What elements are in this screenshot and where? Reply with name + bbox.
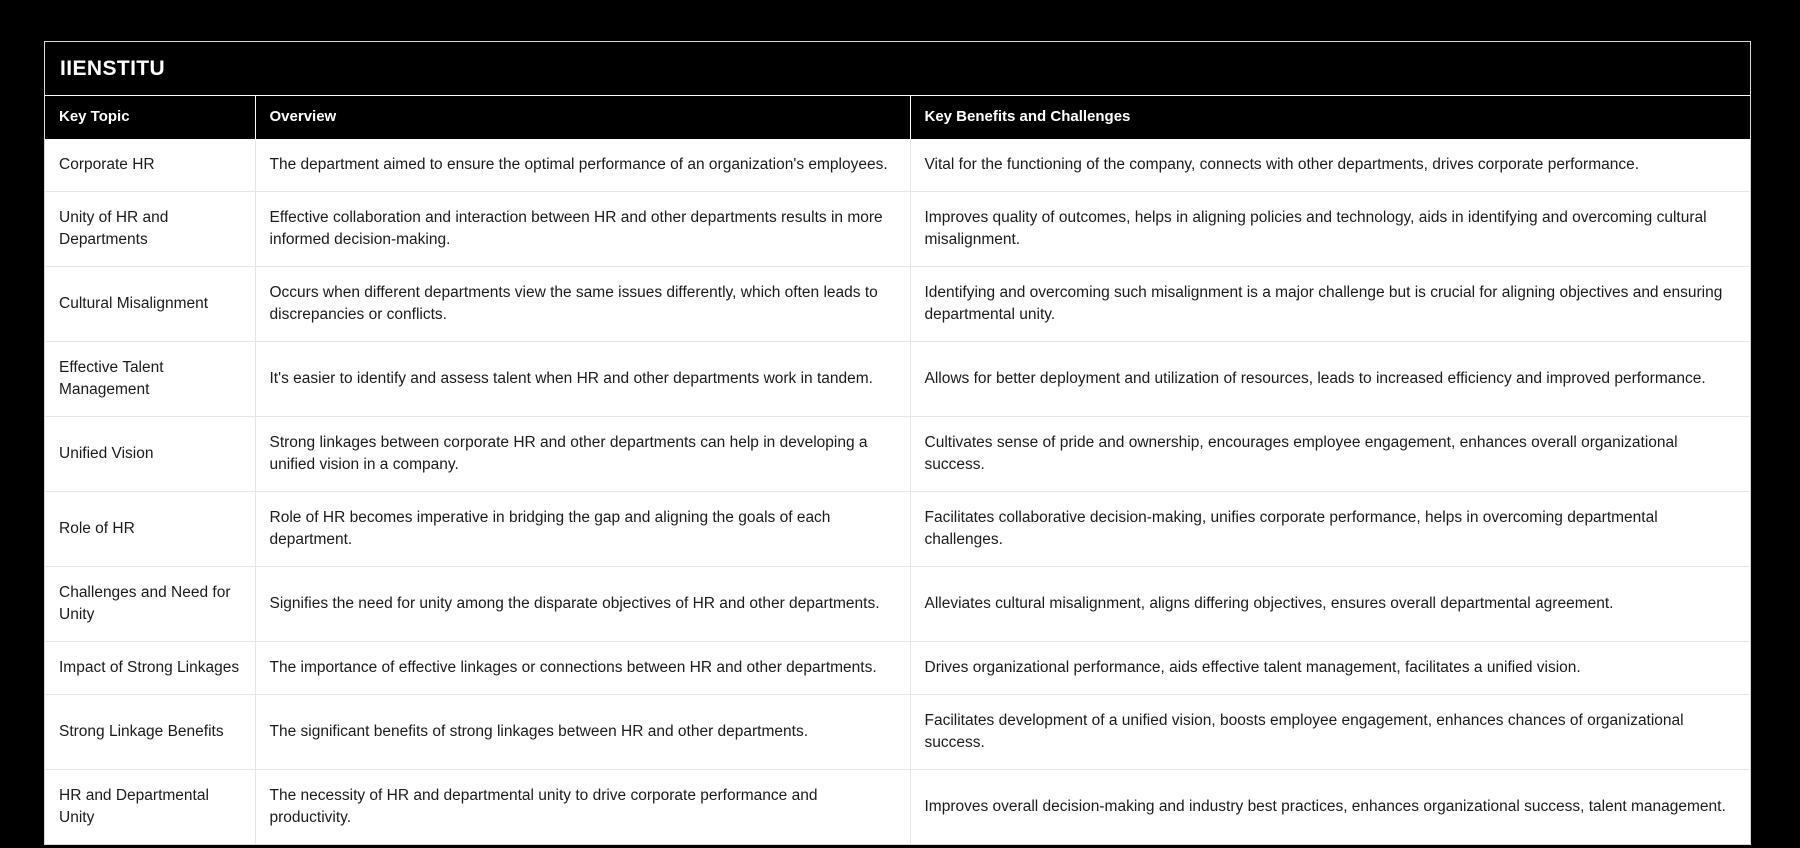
cell-overview: Strong linkages between corporate HR and other departments can help in developing a unified vision in a company. bbox=[255, 416, 910, 491]
column-header-key-benefits-and-challenges: Key Benefits and Challenges bbox=[910, 96, 1751, 139]
cell-overview: Occurs when different departments view the same issues differently, which often leads to discrepancies or conflicts. bbox=[255, 266, 910, 341]
cell-key-topic: Challenges and Need for Unity bbox=[45, 566, 255, 641]
cell-key-benefits-and-challenges: Improves overall decision-making and industry best practices, enhances organizational success, talent management. bbox=[910, 769, 1751, 844]
cell-key-topic: HR and Departmental Unity bbox=[45, 769, 255, 844]
cell-overview: The importance of effective linkages or connections between HR and other departments. bbox=[255, 641, 910, 694]
cell-key-topic: Role of HR bbox=[45, 491, 255, 566]
brand-title: IIENSTITU bbox=[60, 57, 166, 80]
cell-overview: Signifies the need for unity among the disparate objectives of HR and other departments. bbox=[255, 566, 910, 641]
table-row bbox=[45, 139, 1751, 192]
table-row bbox=[45, 641, 1751, 694]
cell-key-benefits-and-challenges: Alleviates cultural misalignment, aligns differing objectives, ensures overall departmental agreement. bbox=[910, 566, 1751, 641]
cell-key-benefits-and-challenges: Facilitates collaborative decision-making, unifies corporate performance, helps in overcoming departmental challenges. bbox=[910, 491, 1751, 566]
cell-key-benefits-and-challenges: Allows for better deployment and utilization of resources, leads to increased efficiency and improved performance. bbox=[910, 341, 1751, 416]
column-header-overview: Overview bbox=[255, 96, 910, 139]
table-row bbox=[45, 769, 1751, 844]
cell-key-topic: Corporate HR bbox=[45, 139, 255, 192]
key-topics-table bbox=[45, 96, 1751, 844]
cell-key-topic: Impact of Strong Linkages bbox=[45, 641, 255, 694]
cell-overview: The significant benefits of strong linkages between HR and other departments. bbox=[255, 694, 910, 769]
cell-key-topic: Cultural Misalignment bbox=[45, 266, 255, 341]
table-row bbox=[45, 694, 1751, 769]
cell-key-benefits-and-challenges: Vital for the functioning of the company, connects with other departments, drives corporate performance. bbox=[910, 139, 1751, 192]
table-header-row bbox=[45, 96, 1751, 139]
brand-bar bbox=[45, 42, 1750, 96]
cell-key-benefits-and-challenges: Identifying and overcoming such misalignment is a major challenge but is crucial for aligning objectives and ensuring departmental unity. bbox=[910, 266, 1751, 341]
cell-key-benefits-and-challenges: Facilitates development of a unified vision, boosts employee engagement, enhances chances of organizational success. bbox=[910, 694, 1751, 769]
cell-key-topic: Unity of HR and Departments bbox=[45, 191, 255, 266]
table-row bbox=[45, 341, 1751, 416]
column-header-key-topic: Key Topic bbox=[45, 96, 255, 139]
cell-key-benefits-and-challenges: Improves quality of outcomes, helps in aligning policies and technology, aids in identifying and overcoming cultural misalignment. bbox=[910, 191, 1751, 266]
table-body bbox=[45, 139, 1751, 844]
cell-key-topic: Unified Vision bbox=[45, 416, 255, 491]
table-row bbox=[45, 566, 1751, 641]
table-row bbox=[45, 191, 1751, 266]
table-card bbox=[44, 41, 1751, 845]
cell-overview: It's easier to identify and assess talent when HR and other departments work in tandem. bbox=[255, 341, 910, 416]
cell-overview: Effective collaboration and interaction between HR and other departments results in more informed decision-making. bbox=[255, 191, 910, 266]
table-row bbox=[45, 491, 1751, 566]
cell-overview: Role of HR becomes imperative in bridging the gap and aligning the goals of each department. bbox=[255, 491, 910, 566]
table-header bbox=[45, 96, 1751, 139]
table-row bbox=[45, 266, 1751, 341]
cell-overview: The department aimed to ensure the optimal performance of an organization's employees. bbox=[255, 139, 910, 192]
cell-key-topic: Effective Talent Management bbox=[45, 341, 255, 416]
cell-key-topic: Strong Linkage Benefits bbox=[45, 694, 255, 769]
cell-key-benefits-and-challenges: Cultivates sense of pride and ownership, encourages employee engagement, enhances overall organizational success. bbox=[910, 416, 1751, 491]
cell-overview: The necessity of HR and departmental unity to drive corporate performance and productivity. bbox=[255, 769, 910, 844]
cell-key-benefits-and-challenges: Drives organizational performance, aids effective talent management, facilitates a unified vision. bbox=[910, 641, 1751, 694]
table-row bbox=[45, 416, 1751, 491]
